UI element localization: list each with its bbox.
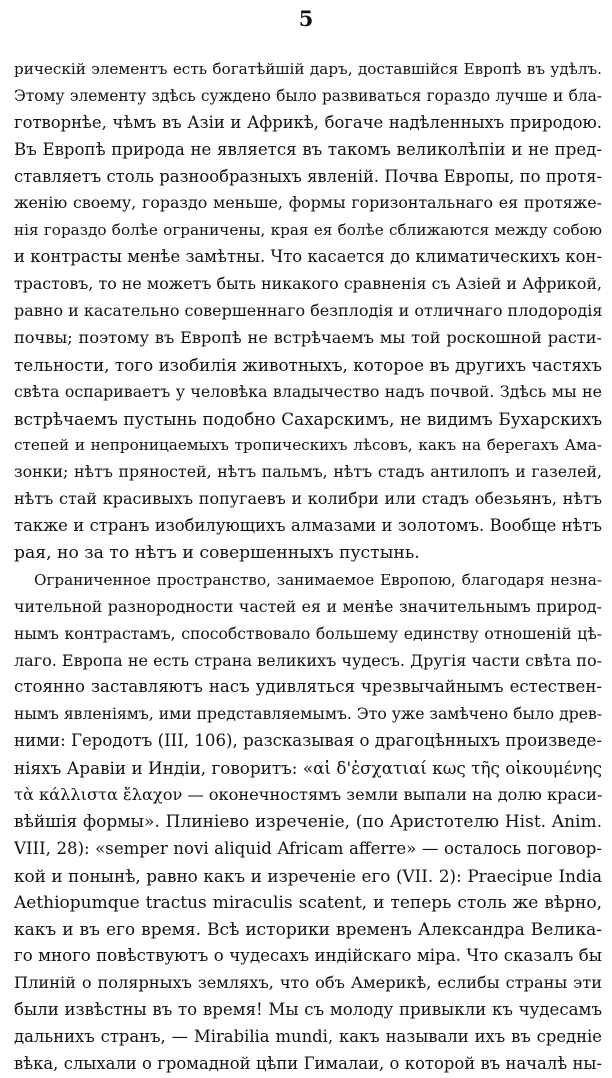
text-line: степей и непроницаемыхъ тропическихъ лѣсовъ, какъ на берегахъ Ама- [14,436,602,455]
text-line: дальнихъ странъ, — Mirabilia mundi, какъ называли ихъ въ средніе [14,1027,602,1047]
text-line: встрѣчаемъ пустынь подобно Сахарскимъ, не видимъ Бухарскихъ [14,408,602,429]
text-line: какъ и въ его время. Всѣ историки временъ Александра Велика- [14,919,602,940]
text-line: нымъ контрастамъ, способствовало большему единству отношеній цѣ- [14,624,602,643]
body-text [14,56,602,1078]
text-line: нія гораздо болѣе ограничены, края ея болѣе сближаются между собою [14,221,602,240]
paragraph-start-line: Ограниченное пространство, занимаемое Европою, благодаря незна- [34,570,602,589]
text-line: рическій элементъ есть богатѣйшій даръ, доставшійся Европѣ въ удѣлъ. [14,60,602,78]
text-line: свѣта оспариваетъ у человѣка владычество надъ почвой. Здѣсь мы не [14,381,602,401]
text-line: го много повѣствуютъ о чудесахъ индійскаго міра. Что сказалъ бы [14,946,602,966]
text-line: нѣтъ стай красивыхъ попугаевъ и колибри или стадъ обезьянъ, нѣтъ [14,489,602,509]
text-line: ніяхъ Аравіи и Индіи, говоритъ: «αἱ δ'ἐσχατιαί κως τῆς οἰκουμένης [14,758,602,779]
text-line: τὰ κάλλιστα ἔλαχον — оконечностямъ земли выпали на долю краси- [14,785,602,805]
text-line: вѣка, слыхали о громадной цѣпи Гималаи, о которой въ началѣ ны- [14,1053,602,1073]
text-line: вѣйшія формы». Плиніево изреченіе, (по Аристотелю Hist. Anim. [14,811,602,832]
text-line: ними: Геродотъ (III, 106), разсказывая о драгоцѣнныхъ произведе- [14,731,602,751]
text-line: VIII, 28): «semper novi aliquid Africam afferre» — осталось поговор- [14,838,602,858]
text-line: равно и касательно совершеннаго безплодія и отличнаго плодородія [14,301,602,321]
text-line: Этому элементу здѣсь суждено было развиваться гораздо лучше и бла- [14,86,602,105]
text-line: трастовъ, то не можетъ быть никакого сравненія съ Азіей и Африкой, [14,274,602,294]
text-line: нымъ явленіямъ, ими представляемымъ. Это уже замѣчено было древ- [14,705,602,724]
text-line: стоянно заставляютъ насъ удивляться чрезвычайнымъ естествен- [14,677,602,697]
text-line: тельности, того изобилія животныхъ, которое въ другихъ частяхъ [14,354,602,375]
text-line: кой и понынѣ, равно какъ и изреченіе его (VII. 2): Praecipue India [14,865,602,886]
text-line: зонки; нѣтъ пряностей, нѣтъ пальмъ, нѣтъ стадъ антилопъ и газелей, [14,462,602,482]
text-line: чительной разнородности частей ея и менѣе значительнымъ природ- [14,596,602,616]
paragraph-end-line: рая, но за то нѣтъ и совершенныхъ пустынь. [14,543,420,564]
text-line: также и странъ изобилующихъ алмазами и золотомъ. Вообще нѣтъ [14,516,602,536]
text-line: были извѣстны въ то время! Мы съ молоду привыкли къ чудесамъ [14,1000,602,1020]
text-line: Въ Европѣ природа не является въ такомъ великолѣпіи и не пред- [14,139,602,159]
text-line: готворнѣе, чѣмъ въ Азіи и Африкѣ, богаче надѣленныхъ природою. [14,112,602,132]
text-line: Плиній о полярныхъ земляхъ, что объ Америкѣ, еслибы страны эти [14,973,602,993]
text-line: почвы; поэтому въ Европѣ не встрѣчаемъ мы той роскошной расти- [14,327,602,347]
text-line: ставляетъ столь разнообразныхъ явленій. Почва Европы, по протя- [14,166,602,186]
text-line: Aethiopumque tractus miraculis scatent, и теперь столь же вѣрно, [14,892,602,913]
text-line: лаго. Европа не есть страна великихъ чудесъ. Другія части свѣта по- [14,650,602,670]
text-line: женію своему, гораздо меньше, формы горизонтальнаго ея протяже- [14,193,602,213]
text-line: и контрасты менѣе замѣтны. Что касается до климатическихъ кон- [14,247,602,267]
page-number: 5 [298,6,314,31]
